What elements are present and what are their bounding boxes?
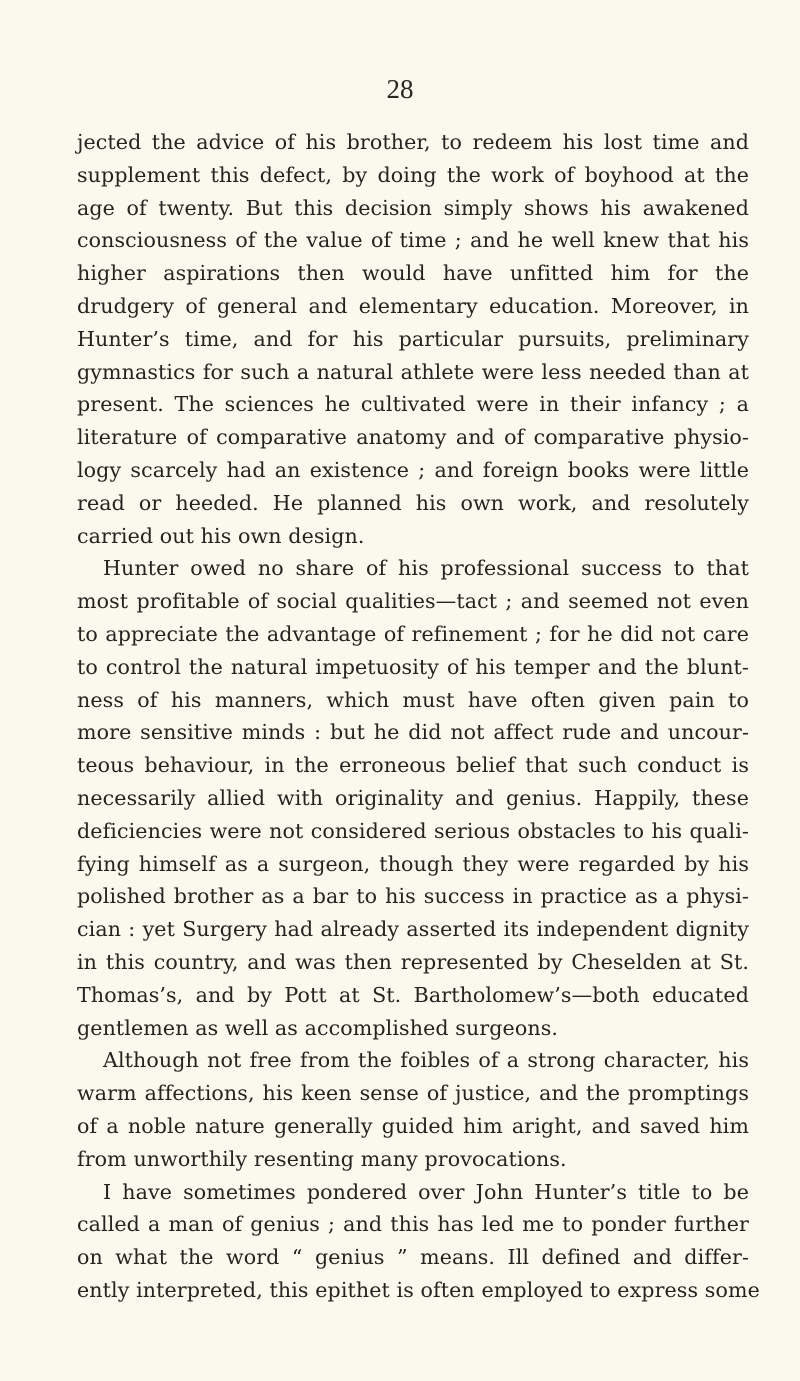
text-line: jected the advice of his brother, to redeem his lost time and: [77, 130, 749, 154]
text-line: gentlemen as well as accomplished surgeons.: [77, 1015, 559, 1040]
text-line: Hunter owed no share of his professional success to that: [103, 556, 749, 581]
text-line: of a noble nature generally guided him aright, and saved him: [77, 1113, 749, 1138]
text-line: drudgery of general and elementary education. Moreover, in: [77, 293, 749, 318]
text-line: polished brother as a bar to his success in practice as a physi-: [77, 884, 749, 909]
text-line: Although not free from the foibles of a strong character, his: [103, 1048, 749, 1073]
body-text: [77, 126, 760, 1307]
text-line: to appreciate the advantage of refinement ; for he did not care: [77, 621, 749, 646]
text-line: in this country, and was then represented by Cheselden at St.: [77, 949, 749, 974]
text-line: from unworthily resenting many provocations.: [77, 1146, 567, 1171]
text-line: necessarily allied with originality and genius. Happily, these: [77, 785, 749, 810]
text-line: Thomas’s, and by Pott at St. Bartholomew’s—both educated: [77, 982, 749, 1007]
text-line: cian : yet Surgery had already asserted its independent dignity: [77, 917, 749, 942]
text-line: I have sometimes pondered over John Hunter’s title to be: [103, 1179, 749, 1204]
text-line: consciousness of the value of time ; and he well knew that his: [77, 228, 749, 253]
text-line: more sensitive minds : but he did not affect rude and uncour-: [77, 720, 749, 745]
text-line: higher aspirations then would have unfitted him for the: [77, 261, 749, 286]
text-line: ness of his manners, which must have often given pain to: [77, 687, 749, 712]
text-line: gymnastics for such a natural athlete were less needed than at: [77, 359, 749, 384]
text-line: deficiencies were not considered serious obstacles to his quali-: [77, 818, 749, 843]
text-line: called a man of genius ; and this has led me to ponder further: [77, 1212, 749, 1237]
text-line: on what the word “ genius ” means. Ill defined and differ-: [77, 1245, 749, 1270]
text-line: carried out his own design.: [77, 523, 365, 548]
text-line: present. The sciences he cultivated were in their infancy ; a: [77, 392, 749, 417]
text-line: read or heeded. He planned his own work, and resolutely: [77, 490, 749, 515]
text-line: to control the natural impetuosity of his temper and the blunt-: [77, 654, 749, 679]
text-line: supplement this defect, by doing the work of boyhood at the: [77, 162, 749, 187]
text-line: ently interpreted, this epithet is often employed to express some: [77, 1277, 760, 1302]
text-line: most profitable of social qualities—tact ; and seemed not even: [77, 589, 749, 614]
text-line: teous behaviour, in the erroneous belief that such conduct is: [77, 753, 749, 778]
page-number: 28: [386, 74, 414, 104]
text-line: fying himself as a surgeon, though they were regarded by his: [77, 851, 749, 876]
text-line: literature of comparative anatomy and of comparative physio-: [77, 425, 749, 450]
text-line: logy scarcely had an existence ; and foreign books were little: [77, 457, 749, 482]
text-line: warm affections, his keen sense of justice, and the promptings: [77, 1081, 749, 1106]
text-line: age of twenty. But this decision simply shows his awakened: [77, 195, 749, 220]
text-line: Hunter’s time, and for his particular pursuits, preliminary: [77, 326, 749, 351]
